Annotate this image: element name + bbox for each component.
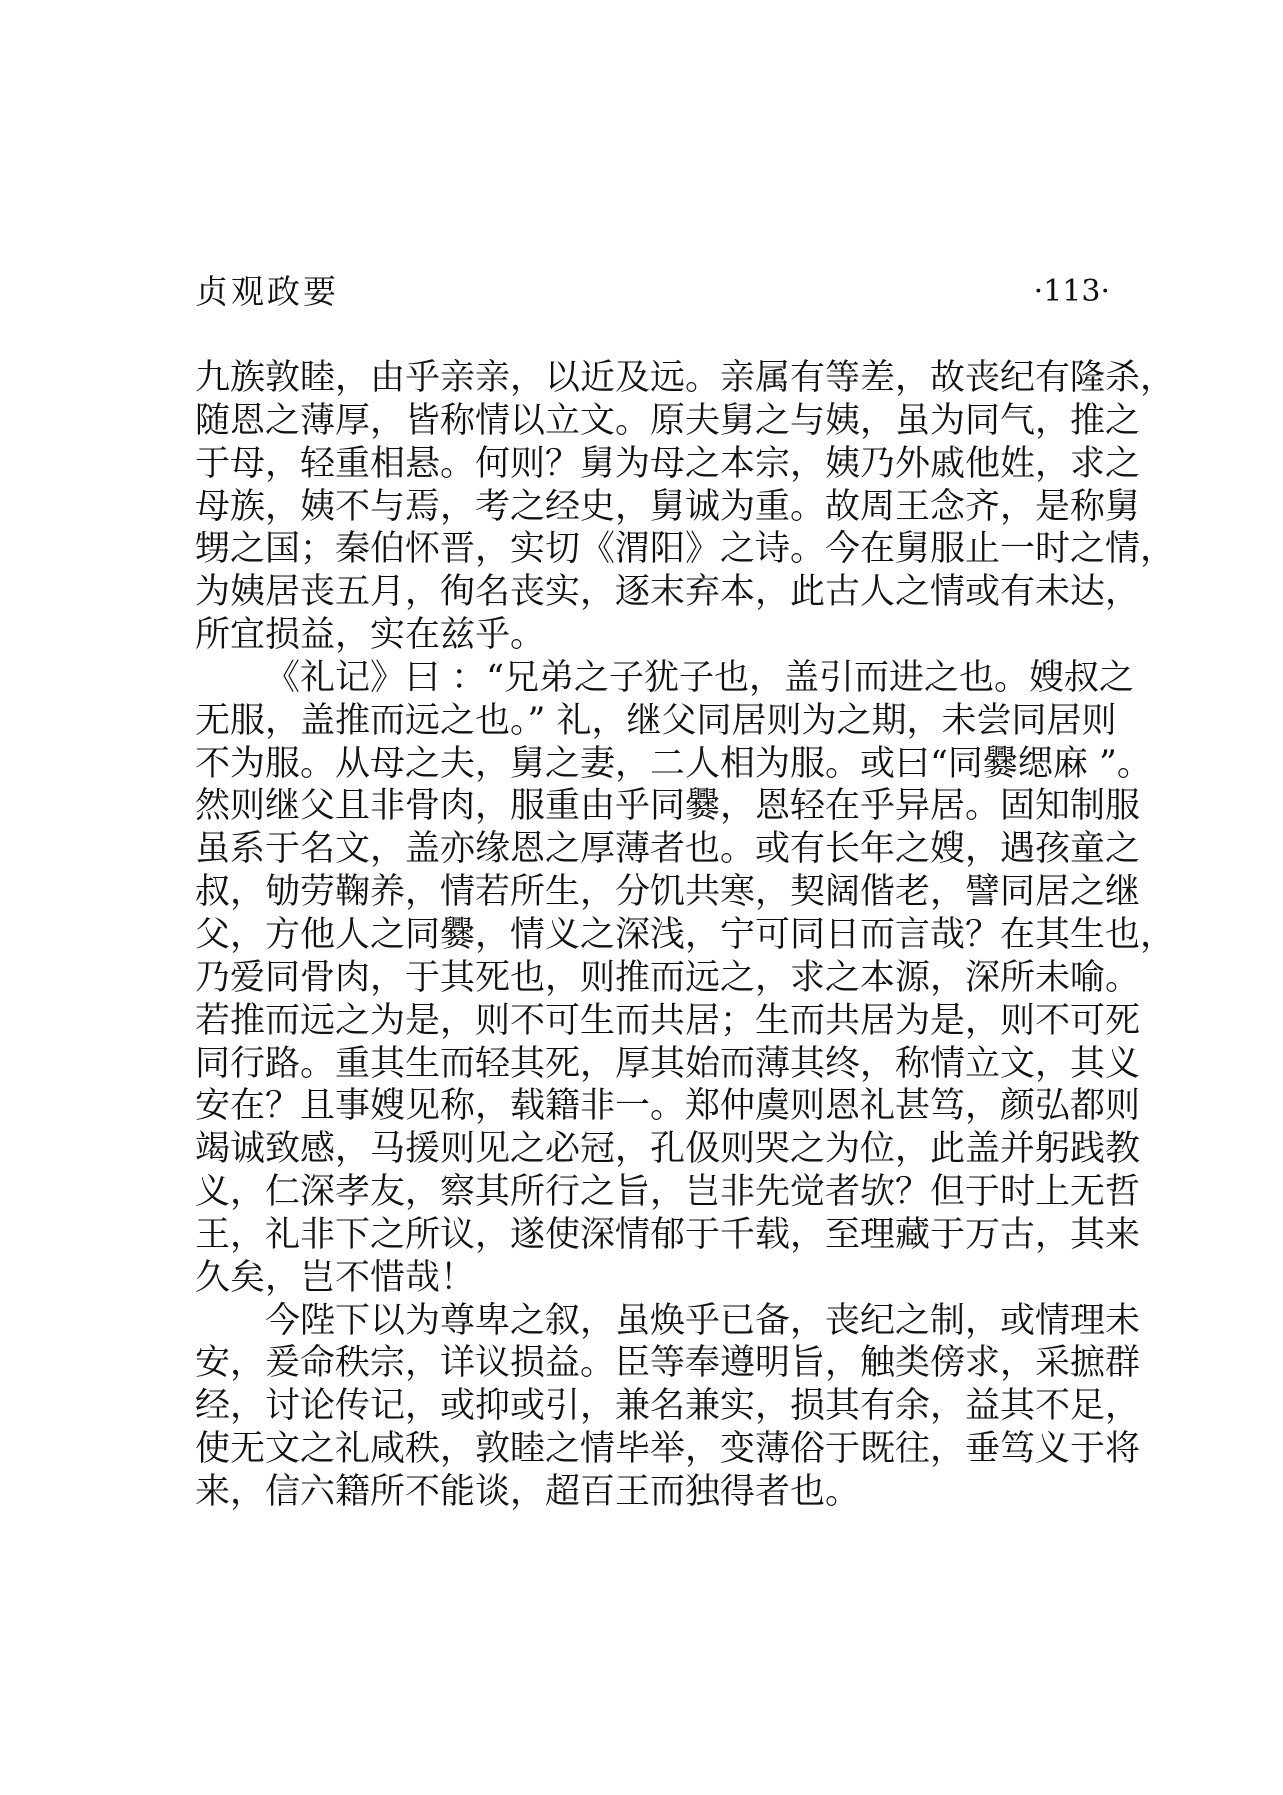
- text-line: 安在？且事嫂见称，载籍非一。郑仲虞则恩礼甚笃，颜弘都则: [195, 1086, 1141, 1127]
- paragraph-start-line: 今陛下以为尊卑之叙，虽焕乎已备，丧纪之制，或情理未: [265, 1300, 1141, 1341]
- text-line: 竭诚致感，马援则见之必冠，孔伋则哭之为位，此盖并躬践教: [195, 1129, 1141, 1170]
- body-text: [195, 357, 1176, 1514]
- text-line: 同行路。重其生而轻其死，厚其始而薄其终，称情立文，其义: [195, 1043, 1141, 1084]
- text-line: 不为服。从母之夫，舅之妻，二人相为服。或曰“同爨缌麻 ”。: [195, 743, 1152, 784]
- text-line: 使无文之礼咸秩，敦睦之情毕举，变薄俗于既往，垂笃义于将: [195, 1429, 1141, 1470]
- text-line: 然则继父且非骨肉，服重由乎同爨，恩轻在乎异居。固知制服: [195, 786, 1141, 827]
- text-line: 叔，劬劳鞠养，情若所生，分饥共寒，契阔偕老，譬同居之继: [195, 872, 1141, 913]
- text-line: 王，礼非下之所议，遂使深情郁于千载，至理藏于万古，其来: [195, 1214, 1141, 1255]
- text-line: 九族敦睦，由乎亲亲，以近及远。亲属有等差，故丧纪有隆杀，: [195, 358, 1176, 398]
- paragraph-start-line: 《礼记》曰 ：“兄弟之子犹子也，盖引而进之也。嫂叔之: [265, 657, 1135, 698]
- text-line: 来，信六籍所不能谈，超百王而独得者也。: [195, 1471, 861, 1512]
- page-number: ·113·: [1033, 274, 1110, 309]
- text-line: 虽系于名文，盖亦缘恩之厚薄者也。或有长年之嫂，遇孩童之: [195, 829, 1141, 870]
- text-line: 于母，轻重相悬。何则？舅为母之本宗，姨乃外戚他姓，求之: [195, 443, 1141, 484]
- text-line: 义，仁深孝友，察其所行之旨，岂非先觉者欤？但于时上无哲: [195, 1172, 1141, 1213]
- book-title: 贞观政要: [195, 272, 339, 311]
- text-line: 乃爱同骨肉，于其死也，则推而远之，求之本源，深所未喻。: [195, 957, 1141, 998]
- text-line: 母族，姨不与焉，考之经史，舅诚为重。故周王念齐，是称舅: [195, 486, 1141, 527]
- text-line: 所宜损益，实在兹乎。: [195, 615, 546, 656]
- text-line: 久矣，岂不惜哉！: [195, 1257, 476, 1298]
- running-header: [195, 268, 1110, 316]
- text-line: 无服，盖推而远之也。” 礼，继父同居则为之期，未尝同居则: [195, 700, 1117, 741]
- text-line: 随恩之薄厚，皆称情以立文。原夫舅之与姨，虽为同气，推之: [195, 400, 1141, 441]
- text-line: 经，讨论传记，或抑或引，兼名兼实，损其有余，益其不足，: [195, 1386, 1141, 1427]
- text-line: 甥之国；秦伯怀晋，实切《渭阳》之诗。今在舅服止一时之情，: [195, 529, 1176, 570]
- text-line: 安，爰命秩宗，详议损益。臣等奉遵明旨，触类傍求，采摭群: [195, 1343, 1141, 1384]
- text-line: 若推而远之为是，则不可生而共居；生而共居为是，则不可死: [195, 1000, 1141, 1041]
- text-line: 父，方他人之同爨，情义之深浅，宁可同日而言哉？在其生也，: [195, 914, 1176, 955]
- text-line: 为姨居丧五月，徇名丧实，逐末弃本，此古人之情或有未达，: [195, 572, 1141, 613]
